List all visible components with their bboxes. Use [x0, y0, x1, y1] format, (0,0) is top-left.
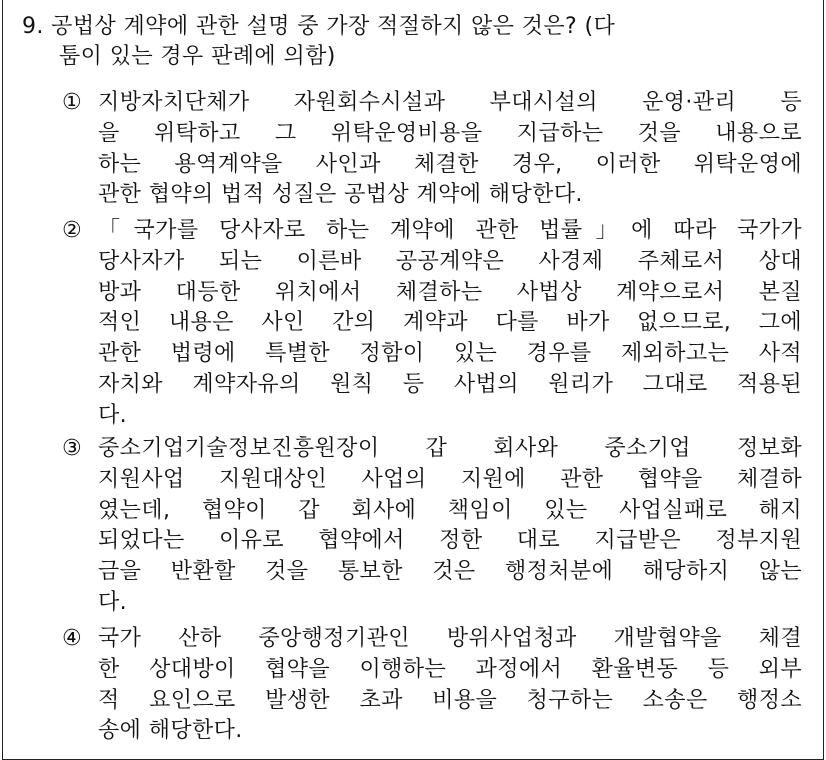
question-line: 툼이 있는 경우 판례에 의함)	[59, 44, 336, 69]
option-line: 송에 해당한다.	[98, 718, 243, 744]
option-line: 「국가를 당사자로 하는 계약에 관한 법률」에 따라 국가가	[98, 218, 802, 243]
option-line: 금을 반환할 것을 통보한 것은 행정처분에 해당하지 않는	[98, 559, 802, 585]
option-marker: ④	[62, 626, 83, 651]
question-stem	[22, 12, 802, 72]
option-line: 을 위탁하고 그 위탁운영비용을 지급하는 것을 내용으로	[98, 120, 802, 146]
option-marker: ①	[62, 90, 83, 115]
option-line: 하는 용역계약을 사인과 체결한 경우, 이러한 위탁운영에	[98, 151, 802, 177]
question-line: 9. 공법상 계약에 관한 설명 중 가장 적절하지 않은 것은? (다	[22, 14, 616, 39]
option-line: 였는데, 협약이 갑 회사에 책임이 있는 사업실패로 해지	[98, 497, 802, 523]
option-text	[98, 434, 802, 619]
option-text	[98, 624, 802, 747]
option-marker: ③	[62, 436, 83, 461]
option-line: 적 요인으로 발생한 초과 비용을 청구하는 소송은 행정소	[98, 687, 802, 713]
option-line: 적인 내용은 사인 간의 계약과 다를 바가 없으므로, 그에	[98, 310, 802, 336]
option-line: 당사자가 되는 이른바 공공계약은 사경제 주체로서 상대	[98, 248, 802, 274]
option-line: 국가 산하 중앙행정기관인 방위사업청과 개발협약을 체결	[98, 626, 802, 651]
option-line: 다.	[98, 402, 128, 428]
option-text	[98, 216, 802, 432]
option-line: 지원사업 지원대상인 사업의 지원에 관한 협약을 체결하	[98, 466, 802, 492]
option-line: 되었다는 이유로 협약에서 정한 대로 지급받은 정부지원	[98, 528, 802, 554]
option-line: 방과 대등한 위치에서 체결하는 사법상 계약으로서 본질	[98, 279, 802, 305]
option-line: 중소기업기술정보진흥원장이 갑 회사와 중소기업 정보화	[98, 436, 802, 461]
option-line: 자치와 계약자유의 원칙 등 사법의 원리가 그대로 적용된	[98, 371, 802, 397]
option-line: 한 상대방이 협약을 이행하는 과정에서 환율변동 등 외부	[98, 656, 802, 682]
option-line: 관한 협약의 법적 성질은 공법상 계약에 해당한다.	[98, 182, 583, 208]
option-line: 다.	[98, 589, 128, 615]
option-text	[98, 88, 802, 211]
option-line: 지방자치단체가 자원회수시설과 부대시설의 운영·관리 등	[98, 90, 802, 115]
option-line: 관한 법령에 특별한 정함이 있는 경우를 제외하고는 사적	[98, 341, 802, 367]
option-marker: ②	[62, 218, 83, 243]
